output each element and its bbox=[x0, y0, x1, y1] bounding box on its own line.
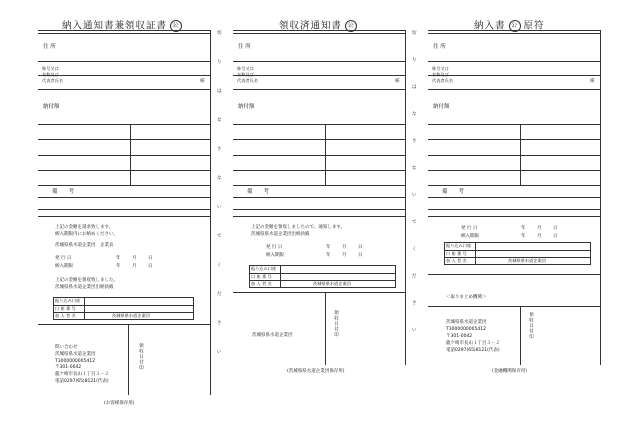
form2-organization: 茨城県県水道企業団 bbox=[252, 333, 293, 338]
cut-line-char: り bbox=[412, 58, 417, 63]
form3-due-date-label: 納入期限 bbox=[461, 234, 479, 239]
form1-remarks-label: 備 考 bbox=[52, 189, 75, 195]
form1-amount-label: 納付額 bbox=[43, 104, 60, 110]
form3-issue-date-label: 発 行 日 bbox=[461, 226, 478, 231]
form2-message: 上記の金額を領収しましたので、通知します。 bbox=[251, 225, 346, 230]
form2-sama: 様 bbox=[395, 79, 400, 84]
cut-line-char: で bbox=[217, 234, 222, 239]
form1-day: 日 bbox=[148, 264, 153, 269]
form1-issuer: 茨城県県水道企業団 企業長 bbox=[55, 243, 114, 248]
form2-day: 日 bbox=[358, 253, 363, 258]
form3-amount-label: 納付額 bbox=[433, 104, 450, 110]
cut-line-char: さ bbox=[412, 301, 417, 306]
form3-title: 納入書 公 原符 bbox=[474, 20, 545, 32]
form1-day: 日 bbox=[148, 256, 153, 261]
form1-contact: 電話0297(65)8121(代表) bbox=[55, 379, 109, 384]
form3-year: 年 bbox=[521, 226, 526, 231]
cut-line-char: な bbox=[412, 112, 417, 117]
form1-contact: 問い合わせ bbox=[55, 345, 78, 350]
cut-line-char: い bbox=[412, 328, 417, 333]
cut-line-char: な bbox=[217, 176, 222, 181]
form3-note: ＜取りまとめ機関＞ bbox=[446, 295, 487, 300]
form2-stamp-label: 領収日付印 bbox=[333, 310, 339, 338]
cut-line-char: 切 bbox=[412, 31, 417, 36]
form2-title: 領収済通知書 公 bbox=[279, 20, 360, 32]
form2-address-label: 住 所 bbox=[238, 44, 251, 50]
form2-issue-date-label: 発 行 日 bbox=[266, 245, 283, 250]
form3-bank-label: 振り込み口座 bbox=[446, 243, 472, 248]
form1-seal-icon: 公 bbox=[170, 20, 182, 32]
form2-caption: (茨城県県水道企業団保存用) bbox=[287, 369, 345, 374]
cut-line-char: な bbox=[412, 166, 417, 171]
form1-month: 月 bbox=[132, 264, 137, 269]
form1-name-line: 称号又は bbox=[42, 66, 59, 71]
form3-remarks-label: 備 考 bbox=[442, 189, 465, 195]
form3-address-label: 住 所 bbox=[433, 44, 446, 50]
form2-name-line: 代表者氏名 bbox=[237, 78, 258, 83]
form3-bank-label: 加 入 者 名 bbox=[446, 258, 467, 263]
cut-line-char: さ bbox=[412, 139, 417, 144]
form1-issue-date-label: 発 行 日 bbox=[55, 256, 72, 261]
form1-sama: 様 bbox=[200, 79, 205, 84]
cut-line-char: り bbox=[217, 60, 222, 65]
form1-caption: (お客様保存用) bbox=[104, 401, 135, 406]
form3-name-line: 名称及び bbox=[432, 72, 449, 77]
form2-year: 年 bbox=[326, 245, 331, 250]
form3-bank-name: 茨城県県水道企業団 bbox=[508, 258, 546, 263]
form1-year: 年 bbox=[116, 256, 121, 261]
cut-line-char: で bbox=[412, 220, 417, 225]
form3-contact: T3000000005412 bbox=[446, 327, 486, 332]
form1-due-date-label: 納入期限 bbox=[55, 264, 73, 269]
form1-bank-label: 口 座 番 号 bbox=[55, 306, 76, 311]
form1-receipt-message: 上記の金額を領収致しました。 bbox=[55, 278, 118, 283]
form1-month: 月 bbox=[132, 256, 137, 261]
form3-day: 日 bbox=[553, 234, 558, 239]
form1-contact: 龍ケ崎市長山１丁目３－２ bbox=[55, 372, 109, 377]
form2-month: 月 bbox=[342, 245, 347, 250]
cut-line-char: は bbox=[412, 85, 417, 90]
form3-contact: 龍ケ崎市長山１丁目３－２ bbox=[446, 341, 500, 346]
form1-stamp-label: 領収日付印 bbox=[138, 343, 144, 371]
form1-bank-name: 茨城県県水道企業団 bbox=[112, 313, 150, 318]
cut-line-char: な bbox=[217, 118, 222, 123]
form2-name-line: 称号又は bbox=[237, 66, 254, 71]
form1-message: 上記の金額を請求致します。 bbox=[55, 225, 114, 230]
form3-bank-label: 口 座 番 号 bbox=[446, 251, 467, 256]
form2-amount-label: 納付額 bbox=[238, 104, 255, 110]
form3-contact: 電話0297(65)8121(代表) bbox=[446, 348, 500, 353]
form2-year: 年 bbox=[326, 253, 331, 258]
form3-name-line: 代表者氏名 bbox=[432, 78, 453, 83]
cut-line-char: く bbox=[412, 247, 417, 252]
form2-bank-label: 口 座 番 号 bbox=[251, 274, 272, 279]
form2-day: 日 bbox=[358, 245, 363, 250]
form2-bank-name: 茨城県県水道企業団 bbox=[313, 281, 351, 286]
form3-month: 月 bbox=[537, 226, 542, 231]
cut-line-char: い bbox=[217, 205, 222, 210]
form3-contact: 〒301-0042 bbox=[446, 334, 473, 339]
form1-contact: 〒301-0042 bbox=[55, 365, 82, 370]
cut-line-char: は bbox=[217, 89, 222, 94]
cut-line-char: さ bbox=[217, 147, 222, 152]
form3-month: 月 bbox=[537, 234, 542, 239]
form2-due-date-label: 納入期限 bbox=[266, 253, 284, 258]
form3-name-line: 称号又は bbox=[432, 66, 449, 71]
form1-name-line: 名称及び bbox=[42, 72, 59, 77]
form3-year: 年 bbox=[521, 234, 526, 239]
cut-line-char: だ bbox=[412, 274, 417, 279]
form2-name-line: 名称及び bbox=[237, 72, 254, 77]
form3-day: 日 bbox=[553, 226, 558, 231]
form2-remarks-label: 備 考 bbox=[247, 189, 270, 195]
cut-line-char: く bbox=[217, 263, 222, 268]
cut-line-char: い bbox=[217, 350, 222, 355]
form3-sama: 様 bbox=[590, 79, 595, 84]
form2-seal-icon: 公 bbox=[345, 20, 357, 32]
form1-name-line: 代表者氏名 bbox=[42, 78, 63, 83]
cut-line-char: 切 bbox=[217, 31, 222, 36]
form2-message: 茨城県県水道企業団出納員殿 bbox=[251, 232, 310, 237]
form1-bank-label: 加 入 者 名 bbox=[55, 313, 76, 318]
form1-contact: T3000000005412 bbox=[55, 359, 95, 364]
form1-title: 納入通知書兼領収証書 公 bbox=[62, 20, 185, 32]
form3-contact: 茨城県県水道企業団 bbox=[446, 320, 487, 325]
form2-bank-label: 振り込み口座 bbox=[251, 266, 277, 271]
form1-message: 納入期限内にお納めください。 bbox=[55, 232, 118, 237]
cut-line-char: さ bbox=[217, 321, 222, 326]
cut-line-char: い bbox=[412, 193, 417, 198]
form1-receipt-message: 茨城県県水道企業団出納員殿 bbox=[55, 285, 114, 290]
cut-line-char: だ bbox=[217, 292, 222, 297]
form1-contact: 茨城県県水道企業団 bbox=[55, 352, 96, 357]
form1-year: 年 bbox=[116, 264, 121, 269]
form2-month: 月 bbox=[342, 253, 347, 258]
form1-address-label: 住 所 bbox=[43, 44, 56, 50]
form3-seal-icon: 公 bbox=[509, 20, 521, 32]
form2-bank-label: 加 入 者 名 bbox=[251, 281, 272, 286]
form1-bank-label: 振り込み口座 bbox=[55, 298, 81, 303]
form3-caption: (金融機関保存用) bbox=[492, 369, 528, 374]
form3-stamp-label: 領収日付印 bbox=[528, 312, 534, 340]
